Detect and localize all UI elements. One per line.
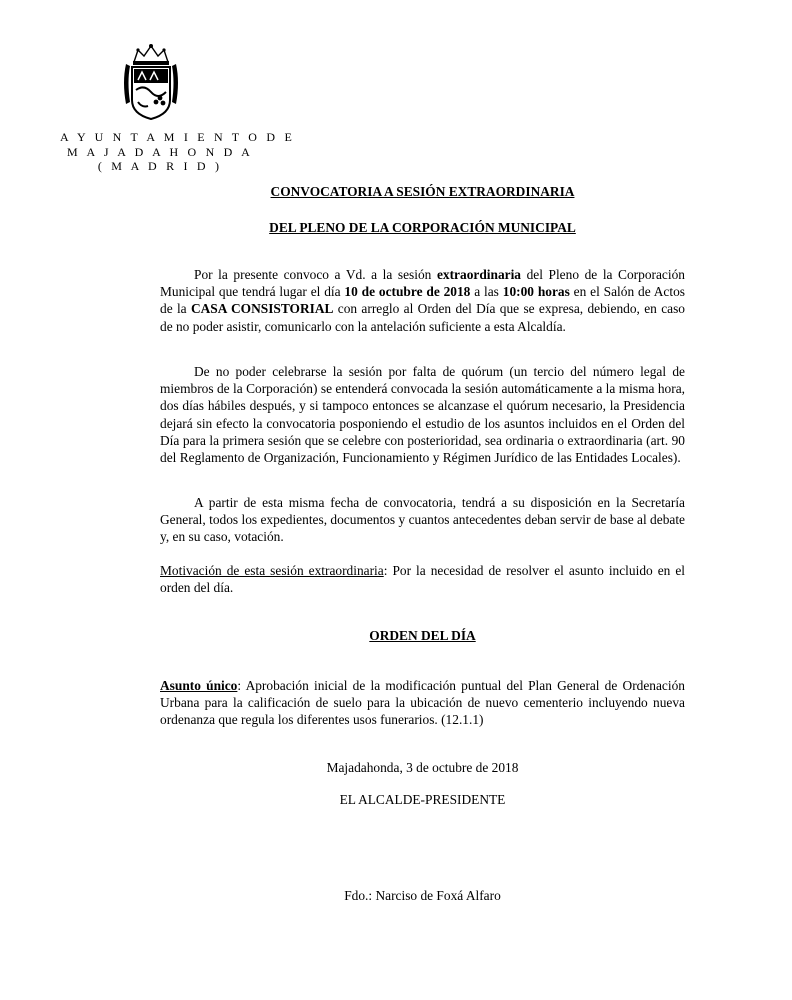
coat-of-arms-icon	[120, 42, 182, 122]
place-date: Majadahonda, 3 de octubre de 2018	[326, 760, 519, 775]
p1-text-e: a las	[470, 284, 503, 300]
p1-text-i: con arreglo al Orden del Día que se expresa, debiendo, en caso de no poder asistir, comunicarlo con la antelación suficiente a esta Alcaldía.	[160, 301, 685, 334]
motivation-text: : Por la necesidad de resolver el asunto incluido en el orden del día.	[160, 563, 685, 596]
motivation-label: Motivación de esta sesión extraordinaria	[160, 563, 384, 578]
municipality-name	[60, 130, 295, 174]
paragraph-motivation	[160, 562, 685, 596]
p1-session-time: 10:00 horas	[502, 284, 570, 300]
agenda-heading: ORDEN DEL DÍA	[369, 628, 476, 643]
p1-text-g: en el Salón de Actos de la	[160, 284, 685, 317]
municipality-line-2: M A J A D A H O N D A	[67, 144, 253, 159]
agenda-item	[160, 677, 685, 729]
p1-session-type: extraordinaria	[436, 267, 521, 282]
paragraph-convocation	[160, 266, 685, 335]
paragraph-quorum: De no poder celebrarse la sesión por falta de quórum (un tercio del número legal de miembros de la Corporación) se entenderá convocada la sesión automáticamente a la misma hora, dos días hábiles después, y si tampoco entonces se alcanzase el quórum necesario, la Presidencia dejará sin efecto la convocatoria posponiendo el estudio de los asuntos incluidos en el Orden del Día para la primera sesión que se celebre con posterioridad, sea ordinaria o extraordinaria (art. 90 del Reglamento de Organización, Funcionamiento y Régimen Jurídico de las Entidades Locales).	[160, 364, 685, 466]
p1-session-date: 10 de octubre de 2018	[344, 284, 471, 300]
document-title-line-2: DEL PLENO DE LA CORPORACIÓN MUNICIPAL	[269, 220, 576, 235]
agenda-item-label: Asunto único	[160, 678, 238, 693]
p1-text-c: del Pleno de la Corporación Municipal que tendrá lugar el día	[160, 267, 685, 300]
document-title-line-1: CONVOCATORIA A SESIÓN EXTRAORDINARIA	[270, 184, 575, 199]
paragraph-documents: A partir de esta misma fecha de convocatoria, tendrá a su disposición en la Secretaría General, todos los expedientes, documentos y cuantos antecedentes deban servir de base al debate y, en su caso, votación.	[160, 495, 685, 545]
agenda-item-text: : Aprobación inicial de la modificación puntual del Plan General de Ordenación Urbana para la calificación de suelo para la ubicación de nuevo cementerio incluyendo nueva ordenanza que regula los diferentes usos funerarios. (12.1.1)	[160, 678, 685, 728]
signature-line: Fdo.: Narciso de Foxá Alfaro	[344, 888, 501, 903]
municipality-line-1: A Y U N T A M I E N T O D E	[60, 130, 295, 144]
p1-text-a: Por la presente convoco a Vd. a la sesión	[194, 267, 437, 282]
signatory-role: EL ALCALDE-PRESIDENTE	[339, 792, 506, 807]
municipality-line-3: ( M A D R I D )	[97, 159, 223, 173]
p1-venue: CASA CONSISTORIAL	[190, 301, 334, 317]
